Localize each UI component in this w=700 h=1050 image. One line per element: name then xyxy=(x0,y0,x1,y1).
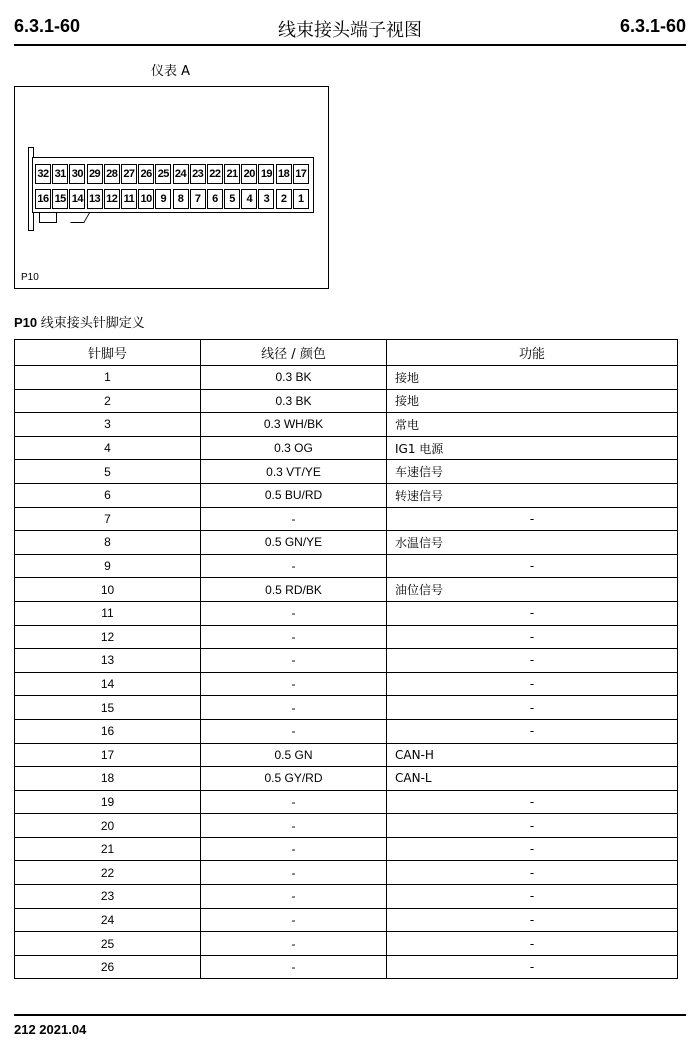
connector-pin: 8 xyxy=(173,189,189,209)
pin-number-cell: 2 xyxy=(15,389,201,413)
table-row xyxy=(15,672,678,696)
wire-color-cell: - xyxy=(201,601,387,625)
connector-pin: 3 xyxy=(258,189,274,209)
table-row xyxy=(15,767,678,791)
page-number: 212 2021.04 xyxy=(14,1022,87,1037)
connector-pin: 27 xyxy=(121,164,137,184)
connector-diagram xyxy=(14,86,329,289)
table-row xyxy=(15,861,678,885)
function-cell: 水温信号 xyxy=(387,531,678,555)
connector-pin: 24 xyxy=(173,164,189,184)
wire-color-cell: - xyxy=(201,955,387,979)
function-cell: 接地 xyxy=(387,366,678,390)
table-row xyxy=(15,932,678,956)
header-function: 功能 xyxy=(387,340,678,366)
pin-number-cell: 23 xyxy=(15,885,201,909)
function-cell: - xyxy=(387,649,678,673)
page-title: 线束接头端子视图 xyxy=(278,20,422,41)
connector-pin: 6 xyxy=(207,189,223,209)
connector-pin: 11 xyxy=(121,189,137,209)
wire-color-cell: - xyxy=(201,885,387,909)
pin-number-cell: 1 xyxy=(15,366,201,390)
table-row xyxy=(15,389,678,413)
connector-pin: 17 xyxy=(293,164,309,184)
wire-color-cell: - xyxy=(201,649,387,673)
connector-pin: 2 xyxy=(276,189,292,209)
pin-number-cell: 14 xyxy=(15,672,201,696)
pin-number-cell: 12 xyxy=(15,625,201,649)
connector-code: P10 xyxy=(21,272,39,283)
wire-color-cell: 0.5 BU/RD xyxy=(201,483,387,507)
pin-number-cell: 4 xyxy=(15,436,201,460)
connector-pin: 26 xyxy=(138,164,154,184)
table-caption-code: P10 xyxy=(14,315,38,330)
wire-color-cell: 0.3 VT/YE xyxy=(201,460,387,484)
wire-color-cell: - xyxy=(201,790,387,814)
function-cell: 转速信号 xyxy=(387,483,678,507)
function-cell: - xyxy=(387,507,678,531)
pin-number-cell: 10 xyxy=(15,578,201,602)
connector-pin: 16 xyxy=(35,189,51,209)
connector-pin-row-top xyxy=(35,164,310,186)
table-row xyxy=(15,554,678,578)
connector-pin: 7 xyxy=(190,189,206,209)
table-row xyxy=(15,908,678,932)
wire-color-cell: - xyxy=(201,861,387,885)
table-row xyxy=(15,436,678,460)
pin-number-cell: 19 xyxy=(15,790,201,814)
page-footer xyxy=(14,1014,686,1037)
pin-number-cell: 20 xyxy=(15,814,201,838)
pin-number-cell: 24 xyxy=(15,908,201,932)
table-caption xyxy=(14,312,145,331)
function-cell: - xyxy=(387,672,678,696)
pin-number-cell: 16 xyxy=(15,719,201,743)
function-cell: IG1 电源 xyxy=(387,436,678,460)
table-row xyxy=(15,625,678,649)
pin-number-cell: 25 xyxy=(15,932,201,956)
function-cell: - xyxy=(387,885,678,909)
pin-number-cell: 6 xyxy=(15,483,201,507)
connector-pin: 20 xyxy=(241,164,257,184)
page-header xyxy=(14,10,686,46)
function-cell: - xyxy=(387,814,678,838)
table-row xyxy=(15,719,678,743)
wire-color-cell: - xyxy=(201,696,387,720)
wire-color-cell: - xyxy=(201,932,387,956)
table-row xyxy=(15,366,678,390)
connector-pin: 14 xyxy=(69,189,85,209)
connector-title: 仪表 A xyxy=(151,64,191,79)
function-cell: - xyxy=(387,601,678,625)
table-row xyxy=(15,483,678,507)
table-row xyxy=(15,531,678,555)
connector-pin: 21 xyxy=(224,164,240,184)
header-pin-number: 针脚号 xyxy=(15,340,201,366)
connector-pin: 29 xyxy=(87,164,103,184)
table-row xyxy=(15,507,678,531)
pin-number-cell: 7 xyxy=(15,507,201,531)
pin-number-cell: 22 xyxy=(15,861,201,885)
wire-color-cell: 0.3 BK xyxy=(201,366,387,390)
wire-color-cell: - xyxy=(201,719,387,743)
wire-color-cell: 0.5 GN xyxy=(201,743,387,767)
connector-pin: 25 xyxy=(155,164,171,184)
table-row xyxy=(15,885,678,909)
table-row xyxy=(15,601,678,625)
wire-color-cell: - xyxy=(201,908,387,932)
wire-color-cell: - xyxy=(201,672,387,696)
function-cell: - xyxy=(387,554,678,578)
pin-number-cell: 17 xyxy=(15,743,201,767)
connector-pin: 15 xyxy=(52,189,68,209)
connector-pin: 12 xyxy=(104,189,120,209)
connector-pin: 28 xyxy=(104,164,120,184)
connector-pin: 30 xyxy=(69,164,85,184)
table-row xyxy=(15,578,678,602)
function-cell: - xyxy=(387,719,678,743)
function-cell: - xyxy=(387,837,678,861)
wire-color-cell: - xyxy=(201,625,387,649)
connector-latch-right xyxy=(70,213,90,223)
connector-pin: 19 xyxy=(258,164,274,184)
connector-pin: 9 xyxy=(155,189,171,209)
function-cell: - xyxy=(387,790,678,814)
wire-color-cell: 0.3 OG xyxy=(201,436,387,460)
pin-number-cell: 9 xyxy=(15,554,201,578)
connector-pin: 10 xyxy=(138,189,154,209)
table-row xyxy=(15,955,678,979)
connector-pin: 23 xyxy=(190,164,206,184)
table-row xyxy=(15,837,678,861)
connector-pin: 32 xyxy=(35,164,51,184)
function-cell: - xyxy=(387,908,678,932)
function-cell: 接地 xyxy=(387,389,678,413)
function-cell: CAN-L xyxy=(387,767,678,791)
table-row xyxy=(15,696,678,720)
function-cell: - xyxy=(387,955,678,979)
function-cell: CAN-H xyxy=(387,743,678,767)
table-row xyxy=(15,790,678,814)
wire-color-cell: - xyxy=(201,837,387,861)
function-cell: 车速信号 xyxy=(387,460,678,484)
table-row xyxy=(15,413,678,437)
wire-color-cell: 0.5 RD/BK xyxy=(201,578,387,602)
connector-pin: 13 xyxy=(87,189,103,209)
section-code-right: 6.3.1-60 xyxy=(619,16,686,36)
wire-color-cell: 0.3 WH/BK xyxy=(201,413,387,437)
table-header-row xyxy=(15,340,678,366)
pin-number-cell: 5 xyxy=(15,460,201,484)
table-row xyxy=(15,649,678,673)
pin-number-cell: 13 xyxy=(15,649,201,673)
table-row xyxy=(15,460,678,484)
wire-color-cell: - xyxy=(201,507,387,531)
wire-color-cell: 0.5 GY/RD xyxy=(201,767,387,791)
table-caption-text: 线束接头针脚定义 xyxy=(40,316,145,331)
table-row xyxy=(15,743,678,767)
pin-number-cell: 3 xyxy=(15,413,201,437)
wire-color-cell: 0.3 BK xyxy=(201,389,387,413)
function-cell: - xyxy=(387,696,678,720)
pin-number-cell: 26 xyxy=(15,955,201,979)
pin-definition-table xyxy=(14,339,678,979)
connector-pin: 4 xyxy=(241,189,257,209)
pin-number-cell: 18 xyxy=(15,767,201,791)
pin-number-cell: 11 xyxy=(15,601,201,625)
connector-pin: 31 xyxy=(52,164,68,184)
function-cell: - xyxy=(387,625,678,649)
wire-color-cell: - xyxy=(201,814,387,838)
connector-latch-left xyxy=(39,213,57,223)
function-cell: 常电 xyxy=(387,413,678,437)
header-wire-color: 线径 / 颜色 xyxy=(201,340,387,366)
connector-pin: 5 xyxy=(224,189,240,209)
pin-number-cell: 21 xyxy=(15,837,201,861)
table-row xyxy=(15,814,678,838)
connector-pin-row-bottom xyxy=(35,189,310,211)
connector-pin: 18 xyxy=(276,164,292,184)
connector-pin: 1 xyxy=(293,189,309,209)
wire-color-cell: 0.5 GN/YE xyxy=(201,531,387,555)
connector-pin: 22 xyxy=(207,164,223,184)
section-code-left: 6.3.1-60 xyxy=(14,16,81,36)
pin-number-cell: 15 xyxy=(15,696,201,720)
function-cell: 油位信号 xyxy=(387,578,678,602)
pin-number-cell: 8 xyxy=(15,531,201,555)
function-cell: - xyxy=(387,932,678,956)
function-cell: - xyxy=(387,861,678,885)
wire-color-cell: - xyxy=(201,554,387,578)
